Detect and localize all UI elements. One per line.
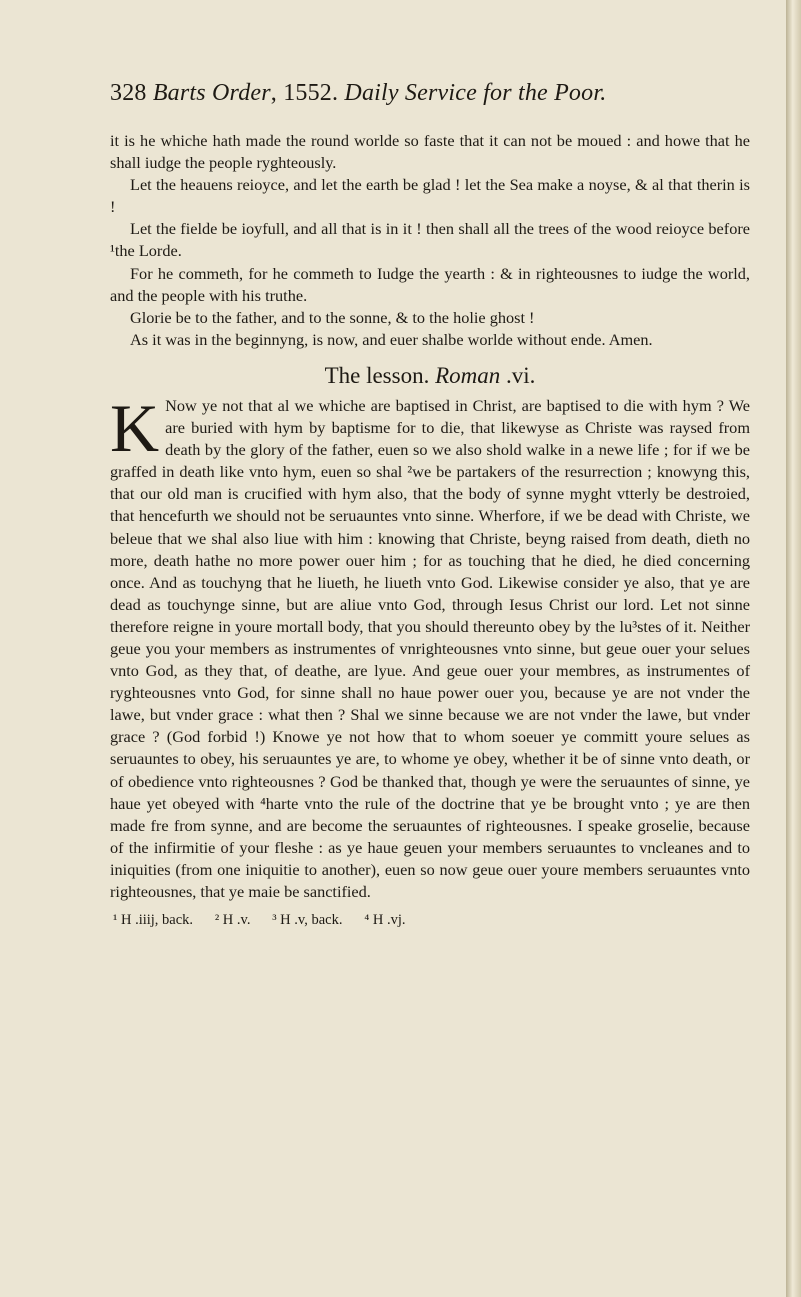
lesson-body	[110, 389, 750, 903]
lesson-chapter: .vi.	[500, 362, 536, 388]
footnote: ⁴ H .vj.	[364, 912, 406, 929]
header-title-part3: Daily Service for the Poor.	[344, 80, 607, 106]
lesson-body-text: Now ye not that al we whiche are baptised in Christ, are baptised to die with hym ? We are buried with hym by baptisme for to die, that likewyse as Christe was raysed from death by the glory of the father, euen so we also shold walke in a newe life ; for if we be graffed in death like vnto hym, euen so shal ²we be partakers of the resurrection ; knowyng this, that our old man is crucified with hym also, that the body of synne myght vtterly be destroied, that hencefurth we should not be seruauntes vnto sinne. Wherfore, if we be dead with Christe, we beleue that we shal also liue with him : knowing that Christe, beyng raised from death, dieth no more, death hathe no more power ouer him ; for as touching that he died, he died concerning once. And as touchyng that he liueth, he liueth vnto God. Likewise consider ye also, that ye are dead as touchynge sinne, but are aliue vnto God, through Iesus Christ our lord. Let not sinne therefore reigne in youre mortall body, that you should thereunto obey by the lu³stes of it. Neither geue you your members as instrumentes of vnrighteousnes vnto sinne, but geue ouer your selues vnto God, as they that, of deathe, are lyue. And geue ouer your membres, as instrumentes of ryghteousnes vnto God, for sinne shall no haue power ouer you, because ye are not vnder the lawe, but vnder grace : what then ? Shal we sinne because we are not vnder the lawe, but vnder grace ? (God forbid !) Knowe ye not how that to whom soeuer ye committ youre selues as seruauntes to obey, his seruauntes ye are, to whome ye obey, whether it be of sinne vnto death, or of obedience vnto righteousnes ? God be thanked that, though ye were the seruauntes of sinne, ye haue yet obeyed with ⁴harte vnto the rule of the doctrine that ye be brought vnto ; ye are then made fre from synne, and are become the seruauntes of righteousnes. I speake groselie, because of the infirmitie of your fleshe : as ye haue geuen your members seruauntes to vncleanes and to iniquities (from one iniquitie to another), euen so now geue ouer youre members seruauntes vnto righteousnes, that ye maie be sanctified.	[110, 395, 750, 901]
footnote: ² H .v.	[214, 912, 251, 929]
page-number: 328	[110, 80, 147, 106]
page-edge	[786, 0, 801, 1297]
gloria-paragraph: As it was in the beginnyng, is now, and euer shalbe worlde without ende. Amen.	[130, 329, 653, 349]
lesson-title	[110, 362, 750, 390]
gloria-paragraph: Glorie be to the father, and to the sonne, & to the holie ghost !	[130, 307, 535, 327]
psalm-paragraph: Let the heauens reioyce, and let the earth be glad ! let the Sea make a noyse, & al that therin is !	[110, 175, 750, 217]
footnotes	[110, 909, 750, 931]
psalm-paragraph: Let the fielde be ioyfull, and all that is in it ! then shall all the trees of the wood reioyce before ¹the Lorde.	[110, 219, 750, 261]
page-text	[110, 130, 750, 931]
footnote: ¹ H .iiij, back.	[113, 912, 194, 929]
lesson-book: Roman	[435, 362, 501, 388]
psalm-paragraph: it is he whiche hath made the round worlde so faste that it can not be moued : and howe that he shall iudge the people ryghteously.	[110, 131, 750, 173]
header-title-part1: Barts Order	[152, 80, 271, 106]
header-title-part2: , 1552.	[270, 80, 345, 106]
lesson-title-text: The lesson.	[324, 362, 436, 388]
drop-cap: K	[110, 389, 160, 466]
running-header	[110, 80, 750, 107]
footnote: ³ H .v, back.	[272, 912, 343, 929]
psalm-paragraph: For he commeth, for he commeth to Iudge the yearth : & in righteousnes to iudge the world, and the people with his truthe.	[110, 263, 750, 305]
